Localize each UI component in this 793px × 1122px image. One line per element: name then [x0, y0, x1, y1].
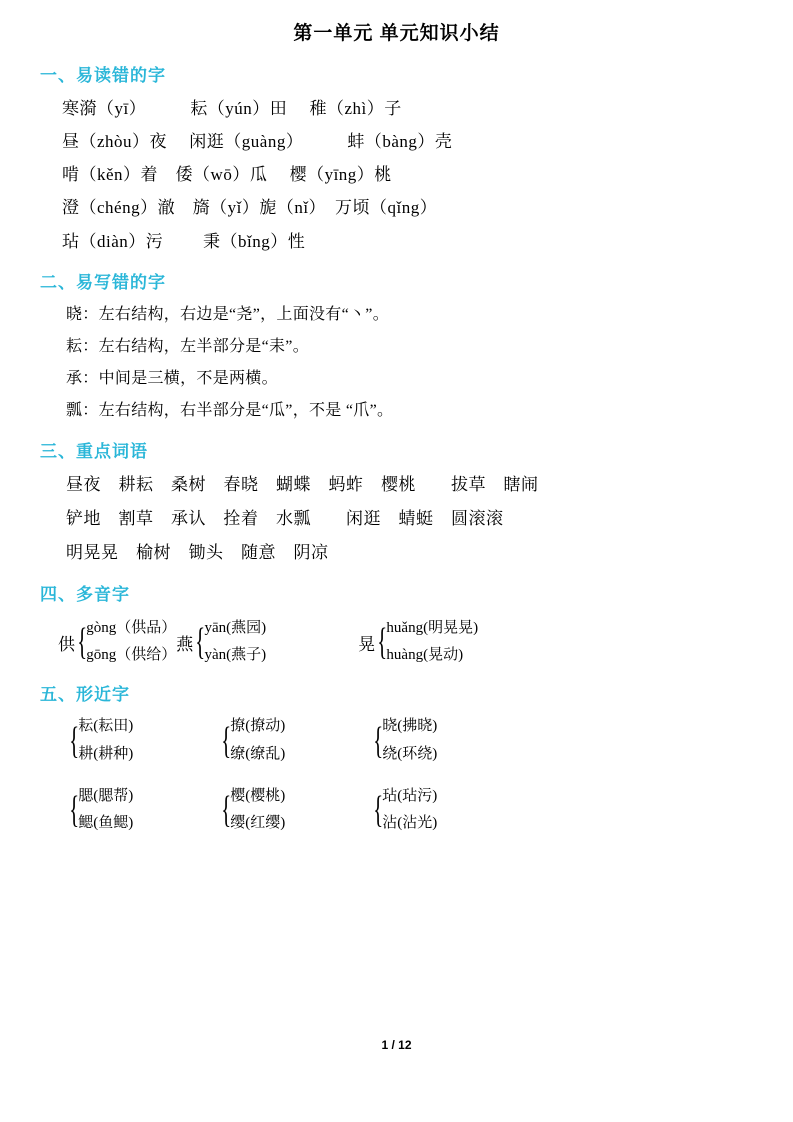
polyphone-reading: gōng（供给）: [86, 647, 177, 664]
polyphone-reading: yān(燕园): [204, 619, 267, 636]
similar-row: [68, 713, 753, 769]
similar-pair: [372, 713, 524, 769]
section-heading-5: 五、形近字: [40, 685, 130, 705]
section-heading-4: 四、多音字: [40, 584, 130, 604]
section-heading-3: 三、重点词语: [40, 441, 148, 461]
polyphone-character: 晃: [358, 634, 376, 654]
polyphone-readings: [386, 615, 478, 671]
page-number: 1 / 12: [381, 1038, 412, 1052]
similar-character: 撩(撩动): [230, 718, 286, 735]
similar-pair-items: [230, 783, 285, 839]
polyphone-reading: huàng(晃动): [386, 647, 464, 664]
polyphone-row: [58, 615, 753, 671]
section-3-line: 明晃晃 榆树 锄头 随意 阴凉: [66, 542, 329, 562]
section-2-line: 承：中间是三横，不是两横。: [66, 369, 278, 387]
polyphone-readings: [205, 615, 267, 671]
similar-pair-items: [382, 783, 437, 839]
section-2-line: 晓：左右结构，右边是“尧”，上面没有“丶”。: [66, 305, 390, 323]
section-heading-1: 一、易读错的字: [40, 66, 166, 85]
similar-row: [68, 783, 753, 839]
polyphone-character: 燕: [176, 634, 194, 654]
similar-pair: [68, 713, 220, 769]
page-title: 第一单元 单元知识小结: [293, 23, 500, 44]
similar-character: 绕(环绕): [382, 745, 438, 762]
section-1-line: 澄（chéng）澈 旖（yǐ）旎（nǐ） 万顷（qǐng）: [62, 198, 438, 218]
brace-icon: {: [377, 621, 388, 664]
brace-icon: {: [69, 719, 80, 762]
polyphone-group-3: [358, 615, 478, 671]
section-3-line: 昼夜 耕耘 桑树 春晓 蝴蝶 蚂蚱 樱桃 拔草 瞎闹: [66, 474, 539, 494]
similar-character: 耘(耘田): [78, 718, 134, 735]
section-2-line: 耘：左右结构，左半部分是“耒”。: [66, 337, 310, 355]
similar-characters-grid: [68, 713, 753, 838]
similar-pair-items: [230, 713, 285, 769]
similar-pair-items: [78, 713, 133, 769]
similar-character: 缭(缭乱): [230, 745, 286, 762]
brace-icon: {: [195, 621, 206, 664]
brace-icon: {: [221, 719, 232, 762]
brace-icon: {: [221, 789, 232, 832]
section-3-line: 铲地 割草 承认 拴着 水瓢 闲逛 蜻蜓 圆滚滚: [66, 508, 504, 528]
polyphone-reading: gòng（供品）: [86, 619, 177, 636]
brace-icon: {: [77, 621, 88, 664]
section-1-line: 啃（kěn）着 倭（wō）瓜 樱（yīng）桃: [62, 165, 392, 185]
similar-character: 玷(玷污): [382, 787, 438, 804]
similar-pair-items: [78, 783, 133, 839]
brace-icon: {: [69, 789, 80, 832]
polyphone-group-2: [176, 615, 266, 671]
similar-pair: [220, 713, 372, 769]
section-heading-2: 二、易写错的字: [40, 272, 166, 292]
brace-icon: {: [373, 719, 384, 762]
section-2-line: 瓢：左右结构，右半部分是“瓜”，不是 “爪”。: [66, 401, 394, 419]
similar-character: 耕(耕种): [78, 745, 134, 762]
similar-pair-items: [382, 713, 437, 769]
section-1-line: 玷（diàn）污 秉（bǐng）性: [62, 231, 306, 251]
similar-character: 缨(红缨): [230, 815, 286, 832]
similar-pair: [68, 783, 220, 839]
similar-character: 晓(拂晓): [382, 718, 438, 735]
polyphone-group-1: [58, 615, 176, 671]
similar-pair: [372, 783, 524, 839]
similar-pair: [220, 783, 372, 839]
polyphone-reading: huǎng(明晃晃): [386, 619, 479, 636]
section-1-line: 昼（zhòu）夜 闲逛（guàng） 蚌（bàng）壳: [62, 132, 453, 152]
similar-character: 鳃(鱼鳃): [78, 815, 134, 832]
polyphone-reading: yàn(燕子): [204, 647, 267, 664]
similar-character: 腮(腮帮): [78, 787, 134, 804]
section-1-line: 寒漪（yī） 耘（yún）田 稚（zhì）子: [62, 99, 402, 118]
similar-character: 樱(樱桃): [230, 787, 286, 804]
polyphone-character: 供: [58, 634, 75, 654]
brace-icon: {: [373, 789, 384, 832]
similar-character: 沾(沾光): [382, 815, 438, 832]
polyphone-readings: [86, 615, 176, 671]
